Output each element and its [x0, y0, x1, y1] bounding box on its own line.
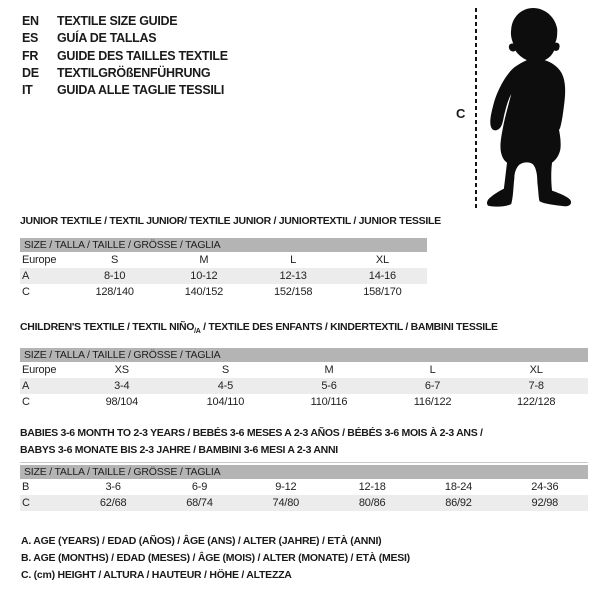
- table-cell: 7-8: [528, 380, 544, 393]
- language-row: [22, 82, 228, 99]
- table-title: [20, 425, 588, 458]
- table-cell: S: [111, 254, 119, 266]
- table-cell: 158/170: [363, 286, 402, 298]
- table-row: [20, 268, 427, 284]
- table-cell: 116/122: [413, 396, 452, 409]
- table-cell: L: [429, 364, 436, 377]
- table-title-line: [20, 442, 588, 459]
- language-row: [22, 65, 228, 82]
- table-cell: XS: [114, 364, 129, 377]
- size-header-bar: SIZE / TALLA / TAILLE / GRÖSSE / TAGLIA: [20, 348, 588, 362]
- table-cell: 128/140: [95, 286, 134, 298]
- table-row: [20, 252, 427, 268]
- row-label: C: [22, 286, 30, 298]
- table-cell: 74/80: [272, 497, 300, 509]
- language-code: ES: [22, 31, 39, 46]
- table-title-text: CHILDREN'S TEXTILE / TEXTIL NIÑO: [20, 321, 195, 333]
- language-code: EN: [22, 14, 39, 28]
- table-cell: 24-36: [531, 481, 559, 493]
- table-row: [20, 495, 588, 511]
- language-title: GUIDE DES TAILLES TEXTILE: [57, 48, 228, 63]
- footnotes: [21, 533, 410, 585]
- junior-textile-table: [20, 215, 441, 300]
- row-label: A: [22, 380, 30, 393]
- table-cell: L: [290, 254, 297, 266]
- table-cell: 18-24: [444, 481, 473, 493]
- table-cell: 62/68: [99, 497, 127, 509]
- table-cell: 8-10: [104, 270, 126, 282]
- table-row: [20, 362, 588, 378]
- footnote-line: B. AGE (MONTHS) / EDAD (MESES) / ÂGE (MOIS) / ALTER (MONATE) / ETÀ (MESI): [21, 552, 410, 565]
- footnote-line: C. (cm) HEIGHT / ALTURA / HAUTEUR / HÖHE / ALTEZZA: [21, 569, 292, 582]
- table-cell: 9-12: [275, 481, 297, 493]
- table-title-line: [20, 321, 588, 338]
- language-title: GUIDA ALLE TAGLIE TESSILI: [57, 83, 225, 98]
- row-label: Europe: [22, 254, 57, 266]
- table-row: [20, 394, 588, 410]
- table-cell: 92/98: [531, 497, 559, 509]
- table-cell: M: [199, 254, 209, 266]
- table-title-text: /A: [194, 328, 201, 336]
- table-cell: XL: [375, 254, 389, 266]
- table-cell: 152/158: [273, 286, 313, 298]
- childrens-textile-table: [20, 321, 588, 410]
- table-cell: 6-7: [424, 380, 441, 393]
- height-marker-label: C: [456, 106, 466, 121]
- table-title-line: [20, 215, 441, 228]
- table-cell: 68/74: [186, 497, 213, 509]
- table-title-text: BABIES 3-6 MONTH TO 2-3 YEARS / BEBÉS 3-6 MESES A 2-3 AÑOS / BÉBÉS 3-6 MOIS À 2-3 ANS /: [20, 427, 483, 439]
- babies-textile-table: [20, 425, 588, 511]
- row-label: C: [22, 396, 30, 409]
- size-header-bar: SIZE / TALLA / TAILLE / GRÖSSE / TAGLIA: [20, 465, 588, 479]
- table-cell: 14-16: [368, 270, 396, 282]
- table-title: [20, 215, 441, 228]
- table-cell: XL: [529, 364, 543, 377]
- table-cell: 6-9: [191, 481, 208, 493]
- language-row: [22, 48, 228, 65]
- table-cell: 4-5: [217, 380, 234, 393]
- table-cell: M: [324, 364, 334, 377]
- table-title-line: [20, 425, 588, 442]
- table-title-text: / TEXTILE DES ENFANTS / KINDERTEXTIL / BAMBINI TESSILE: [200, 321, 498, 333]
- table-cell: 80/86: [358, 497, 386, 509]
- row-label: B: [22, 481, 30, 493]
- table-row: [20, 479, 588, 495]
- language-code: FR: [22, 48, 39, 63]
- table-cell: 10-12: [190, 270, 218, 282]
- language-row: [22, 30, 228, 47]
- language-title: TEXTILGRÖßENFÜHRUNG: [57, 65, 211, 80]
- language-title: GUÍA DE TALLAS: [57, 31, 157, 46]
- table-cell: 110/116: [310, 396, 348, 409]
- size-header-bar: SIZE / TALLA / TAILLE / GRÖSSE / TAGLIA: [20, 238, 427, 252]
- row-label: C: [22, 497, 30, 509]
- language-code: IT: [22, 83, 33, 98]
- row-label: A: [22, 270, 30, 282]
- table-cell: 12-18: [358, 481, 386, 493]
- table-cell: 140/152: [184, 286, 224, 298]
- language-row: [22, 13, 228, 30]
- table-title: [20, 321, 588, 338]
- language-title: TEXTILE SIZE GUIDE: [57, 14, 178, 28]
- table-title-text: BABYS 3-6 MONATE BIS 2-3 JAHRE / BAMBINI 3-6 MESI A 2-3 ANNI: [20, 443, 338, 456]
- footnote-line: A. AGE (YEARS) / EDAD (AÑOS) / ÂGE (ANS) / ALTER (JAHRE) / ETÀ (ANNI): [21, 535, 382, 547]
- table-cell: S: [221, 364, 229, 377]
- toddler-silhouette: [484, 7, 574, 209]
- title-divider-rule: [20, 462, 588, 463]
- table-row: [20, 284, 427, 300]
- table-cell: 3-6: [105, 481, 121, 493]
- table-cell: 104/110: [206, 396, 245, 409]
- row-label: Europe: [22, 364, 57, 377]
- table-cell: 12-13: [279, 270, 307, 282]
- table-cell: 122/128: [516, 396, 556, 409]
- height-measure-dashed-line: [475, 8, 477, 210]
- table-cell: 86/92: [445, 497, 472, 509]
- table-cell: 98/104: [105, 396, 139, 409]
- table-title-text: JUNIOR TEXTILE / TEXTIL JUNIOR/ TEXTILE JUNIOR / JUNIORTEXTIL / JUNIOR TESSILE: [20, 215, 441, 227]
- table-cell: 5-6: [321, 380, 337, 393]
- language-title-list: [22, 13, 228, 99]
- language-code: DE: [22, 65, 39, 80]
- table-cell: 3-4: [114, 380, 130, 393]
- table-row: [20, 378, 588, 394]
